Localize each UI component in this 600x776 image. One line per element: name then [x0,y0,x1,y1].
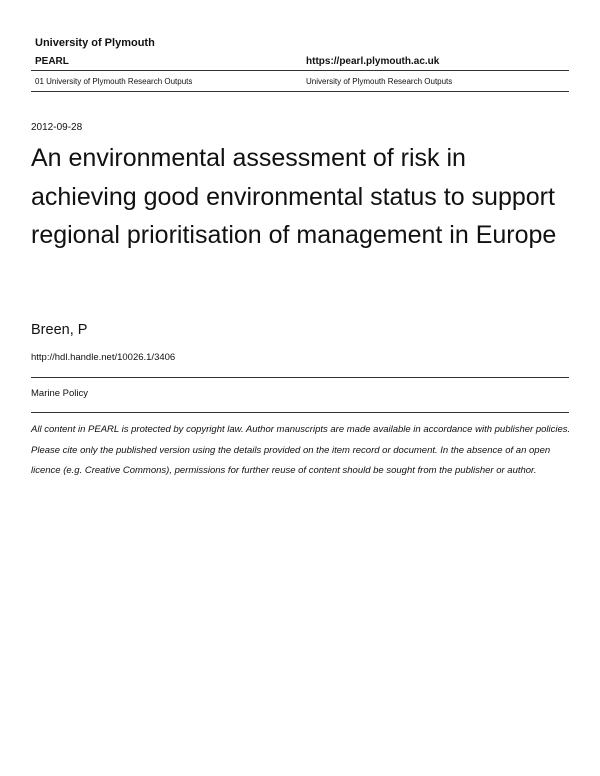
collection-left: 01 University of Plymouth Research Outputs [35,77,193,86]
repository-name: PEARL [35,56,69,67]
handle-link[interactable]: http://hdl.handle.net/10026.1/3406 [31,352,176,363]
institution-name: University of Plymouth [35,37,155,49]
collection-divider [31,91,569,92]
publication-date: 2012-09-28 [31,122,83,133]
journal-divider [31,412,569,413]
copyright-notice: All content in PEARL is protected by copyright law. Author manuscripts are made available in accordance with publisher policies. Please cite only the published version using the details provided on the item record or document. In the absence of an open licence (e.g. Creative Commons), permissions for further reuse of content should be sought from the publisher or author. [31,424,571,476]
handle-divider [31,377,569,378]
document-title: An environmental assessment of risk in achieving good environmental status to support regional prioritisation of management in Europe [31,144,557,249]
journal-name: Marine Policy [31,388,89,399]
author-name: Breen, P [31,322,88,338]
repository-url[interactable]: https://pearl.plymouth.ac.uk [306,56,440,67]
collection-right: University of Plymouth Research Outputs [306,77,453,86]
header-divider [31,70,569,71]
